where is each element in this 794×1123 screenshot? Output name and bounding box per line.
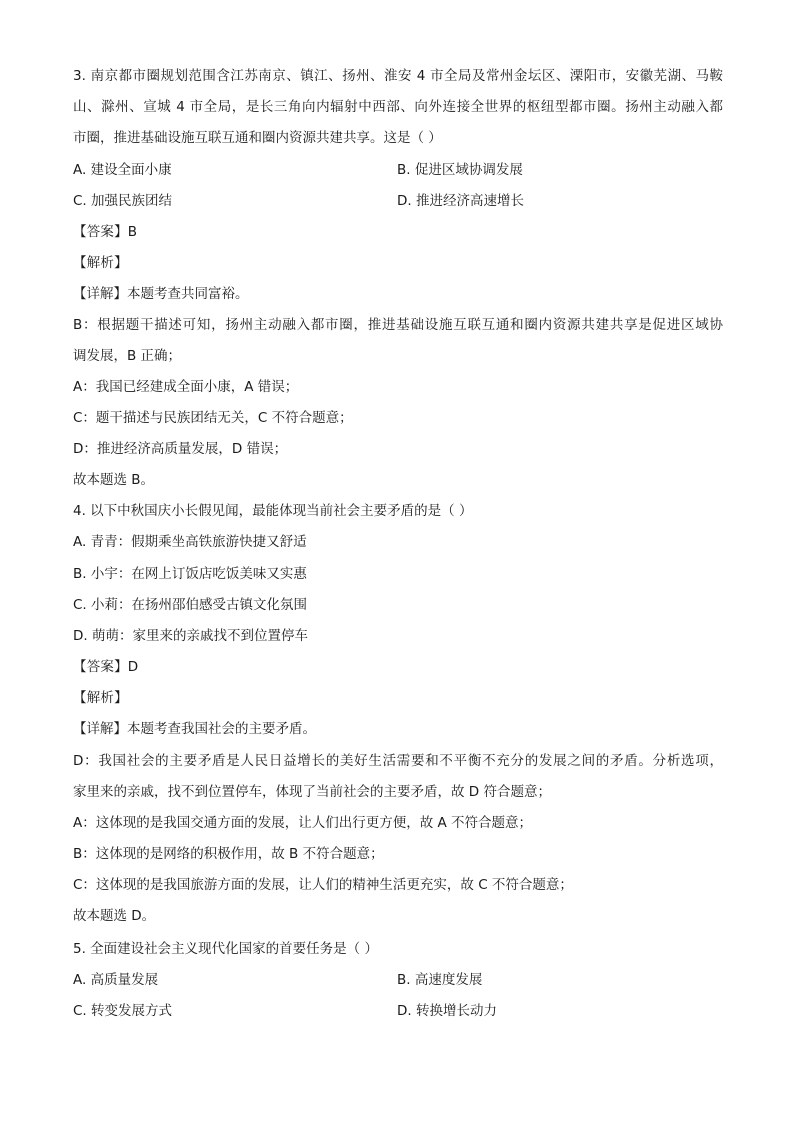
q3-detail-line-6: D：推进经济高质量发展，D 错误； bbox=[73, 441, 288, 457]
q4-option-a: A. 青青：假期乘坐高铁旅游快捷又舒适 bbox=[73, 534, 307, 550]
q3-answer: 【答案】B bbox=[73, 224, 138, 240]
q5-option-c: C. 转变发展方式 bbox=[73, 1003, 173, 1019]
q4-option-c: C. 小莉：在扬州邵伯感受古镇文化氛围 bbox=[73, 597, 308, 613]
q4-option-d: D. 萌萌：家里来的亲戚找不到位置停车 bbox=[73, 628, 308, 644]
q5-stem: 5. 全面建设社会主义现代化国家的首要任务是（ ） bbox=[73, 941, 378, 957]
q3-detail-line-5: C：题干描述与民族团结无关，C 不符合题意； bbox=[73, 410, 353, 426]
q4-detail-line-6: C：这体现的是我国旅游方面的发展，让人们的精神生活更充实，故 C 不符合题意； bbox=[73, 877, 573, 893]
q3-option-a: A. 建设全面小康 bbox=[73, 162, 172, 178]
q3-analysis-heading: 【解析】 bbox=[73, 255, 128, 271]
q4-stem: 4. 以下中秋国庆小长假见闻，最能体现当前社会主要矛盾的是（ ） bbox=[73, 503, 473, 519]
q5-option-d: D. 转换增长动力 bbox=[397, 1003, 497, 1019]
q3-detail-line-4: A：我国已经建成全面小康，A 错误； bbox=[73, 379, 299, 395]
q4-analysis-heading: 【解析】 bbox=[73, 690, 128, 706]
q5-option-a: A. 高质量发展 bbox=[73, 972, 159, 988]
q3-option-c: C. 加强民族团结 bbox=[73, 193, 173, 209]
q3-option-b: B. 促进区域协调发展 bbox=[397, 162, 523, 178]
q4-detail-line-4: A：这体现的是我国交通方面的发展，让人们出行更方便，故 A 不符合题意； bbox=[73, 815, 533, 831]
q3-stem-line-3: 市圈，推进基础设施互联互通和圈内资源共建共享。这是（ ） bbox=[73, 130, 442, 146]
q3-stem-line-1: 3. 南京都市圈规划范围含江苏南京、镇江、扬州、淮安 4 市全局及常州金坛区、溧阳市，安徽芜湖、马鞍 bbox=[73, 68, 723, 84]
q3-detail-line-3: 调发展，B 正确； bbox=[73, 348, 182, 364]
q4-detail-line-3: 家里来的亲戚，找不到位置停车，体现了当前社会的主要矛盾，故 D 符合题意； bbox=[73, 784, 551, 800]
q3-stem-line-2: 山、滁州、宣城 4 市全局，是长三角向内辐射中西部、向外连接全世界的枢纽型都市圈。扬州主动融入都 bbox=[73, 99, 723, 115]
q3-detail-line-2: B：根据题干描述可知，扬州主动融入都市圈，推进基础设施互联互通和圈内资源共建共享是促进区域协 bbox=[73, 317, 723, 333]
q4-option-b: B. 小宇：在网上订饭店吃饭美味又实惠 bbox=[73, 566, 307, 582]
q4-detail-line-1: 【详解】本题考查我国社会的主要矛盾。 bbox=[73, 721, 316, 737]
q3-option-d: D. 推进经济高速增长 bbox=[397, 193, 524, 209]
q4-answer: 【答案】D bbox=[73, 659, 139, 675]
q4-detail-line-7: 故本题选 D。 bbox=[73, 908, 156, 924]
q3-detail-line-7: 故本题选 B。 bbox=[73, 472, 155, 488]
q3-detail-line-1: 【详解】本题考查共同富裕。 bbox=[73, 286, 249, 302]
q5-option-b: B. 高速度发展 bbox=[397, 972, 483, 988]
q4-detail-line-2: D：我国社会的主要矛盾是人民日益增长的美好生活需要和不平衡不充分的发展之间的矛盾。分析选项， bbox=[73, 753, 723, 769]
q4-detail-line-5: B：这体现的是网络的积极作用，故 B 不符合题意； bbox=[73, 846, 384, 862]
